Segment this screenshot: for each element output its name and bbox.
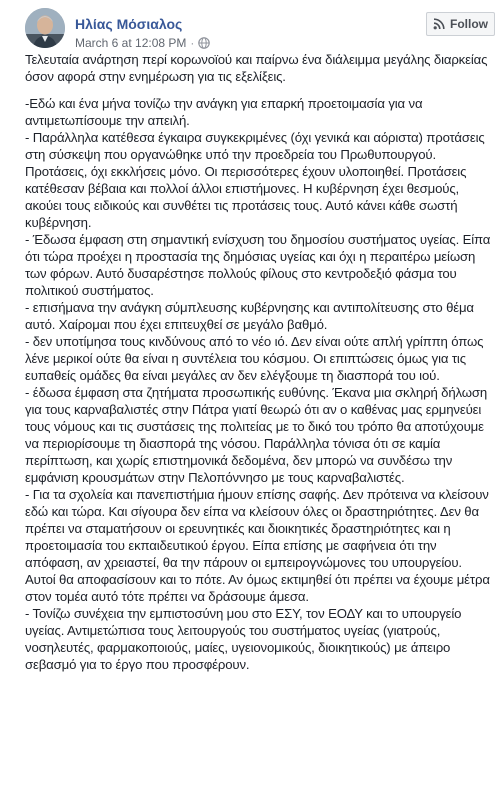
post-paragraph: - έδωσα έμφαση στα ζητήματα προσωπικής ευθύνης. Έκανα μια σκληρή δήλωση για τους καρναβαλιστές στην Πάτρα γιατί θεωρώ ότι αν ο καθένας μας ερμηνεύει τους νόμους και τις συστάσεις της πολιτείας με το δικό του τρόπο θα αποτύχουμε να περιορίσουμε τη διασπορά της νόσου. Παράλληλα τόνισα ότι σε καμία περίπτωση, και χωρίς επιστημονικά δεδομένα, δεν μπορώ να συνδέσω την εμφάνιση κρουσμάτων στην Πελοπόννησο με τους καρναβαλιστές.	[25, 385, 488, 485]
author-name[interactable]: Ηλίας Μόσιαλος	[75, 16, 183, 32]
avatar[interactable]	[25, 8, 65, 48]
post-paragraph: - Για τα σχολεία και πανεπιστήμια ήμουν επίσης σαφής. Δεν πρότεινα να κλείσουν εδώ και τώρα. Και σίγουρα δεν είπα να κλείσουν όλες οι δραστηριότητες. Δεν θα πρέπει να σταματήσουν οι ερευνητικές και διοικητικές δραστηριότητες και η προετοιμασία του εκπαιδευτικού έργου. Είπα επίσης με σαφήνεια ότι την απόφαση, αν χρειαστεί, θα την πάρουν οι εμπειρογνώμονες του υπουργείου. Αυτοί θα αποφασίσουν και το πότε. Αν όμως εκτιμηθεί ότι πρέπει να έχουμε μέτρα στον τομέα αυτό τότε πρέπει να δράσουμε άμεσα.	[25, 487, 490, 604]
post-paragraph: - Τονίζω συνέχεια την εμπιστοσύνη μου στο ΕΣΥ, τον ΕΟΔΥ και το υπουργείο υγείας. Αντιμετώπισα τους λειτουργούς του συστήματος υγείας (γιατρούς, νοσηλευτές, φαρμακοποιούς, μαίες, υγειονομικούς, διοικητικούς) με άπειρο σεβασμό για το έργο που προσφέρουν.	[25, 606, 462, 672]
post-intro: Τελευταία ανάρτηση περί κορωνοϊού και παίρνω ένα διάλειμμα μεγάλης διαρκείας όσον αφορά στην ενημέρωση για τις εξελίξεις.	[25, 52, 488, 84]
meta-separator: ·	[190, 36, 195, 50]
globe-icon[interactable]	[198, 37, 210, 49]
rss-feed-icon	[433, 18, 445, 30]
post-paragraph: - Παράλληλα κατέθεσα έγκαιρα συγκεκριμένες (όχι γενικά και αόριστα) προτάσεις στη σύσκεψη που οργανώθηκε υπό την προεδρεία του Πρωθυπουργού. Προτάσεις, όχι εκκλήσεις μόνο. Οι περισσότερες έχουν υλοποιηθεί. Προτάσεις κατέθεσαν βέβαια και πολλοί άλλοι επιστήμονες. Η κυβέρνηση έχει θεσμούς, ακούει τους ειδικούς και συνθέτει τις προτάσεις τους. Αυτό κάνει κάθε σωστή κυβέρνηση.	[25, 130, 485, 230]
post-header	[25, 6, 495, 50]
post-paragraph: - επισήμανα την ανάγκη σύμπλευσης κυβέρνησης και αντιπολίτευσης στο θέμα αυτό. Χαίρομαι που έχει επιτευχθεί σε μεγάλο βαθμό.	[25, 300, 474, 332]
post-paragraph: - Έδωσα έμφαση στη σημαντική ενίσχυση του δημοσίου συστήματος υγείας. Είπα ότι τώρα προέχει η προστασία της δημόσιας υγείας και όχι η περαιτέρω μείωση των φόρων. Αυτό δυσαρέστησε πολλούς φίλους στο κεντροδεξιό φάσμα του πολιτικού συστήματος.	[25, 232, 491, 298]
post-paragraph: -Εδώ και ένα μήνα τονίζω την ανάγκη για επαρκή προετοιμασία για να αντιμετωπίσουμε την απειλή.	[25, 96, 423, 128]
follow-label: Follow	[450, 17, 488, 31]
post-timestamp[interactable]: March 6 at 12:08 PM	[75, 36, 187, 50]
post-content	[25, 51, 491, 673]
follow-button[interactable]	[426, 12, 495, 36]
post-paragraph: - δεν υποτίμησα τους κινδύνους από το νέο ιό. Δεν είναι ούτε απλή γρίππη όπως λένε μερικοί ούτε θα είναι η συντέλεια του κόσμου. Οι επιπτώσεις όμως για τις ευπαθείς ομάδες θα είναι μεγάλες αν δεν ελέγξουμε τη διασπορά του ιού.	[25, 334, 484, 383]
post-meta	[75, 36, 210, 50]
avatar-photo	[25, 8, 65, 48]
